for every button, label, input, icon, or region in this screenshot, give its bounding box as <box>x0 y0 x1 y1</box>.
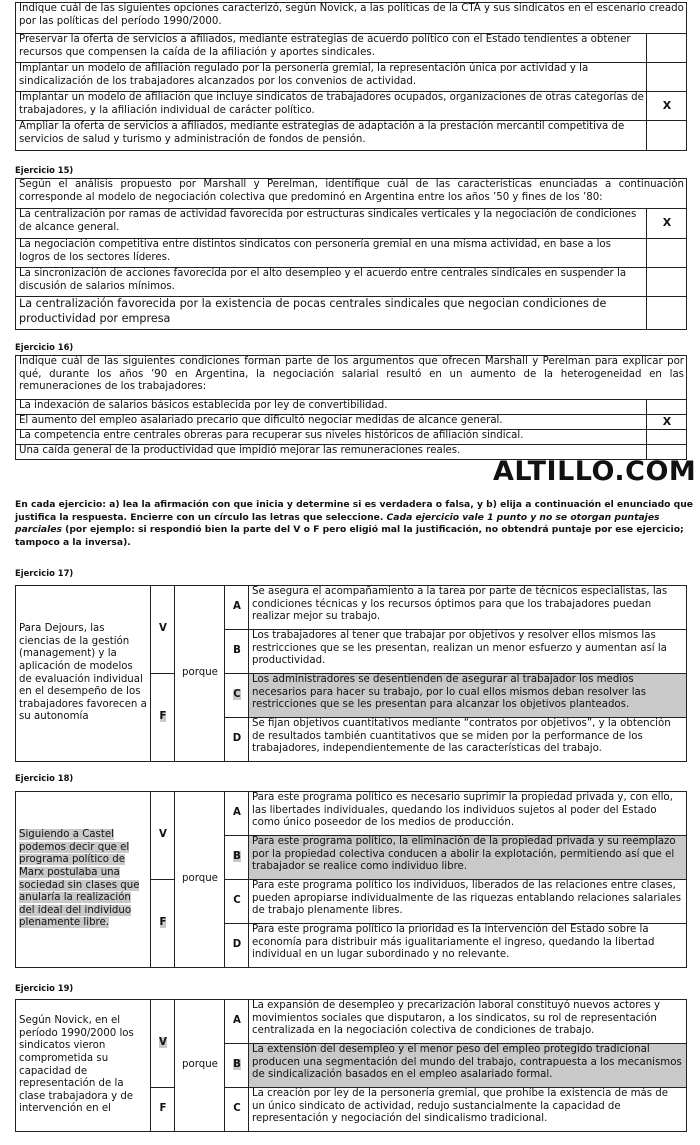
ej14-option-2[interactable]: Implantar un modelo de afiliación regulado por la personería gremial, la representación única por actividad y la sindicalización de los trabajadores alcanzados por los convenios de actividad. <box>16 63 647 92</box>
ej17-f-label[interactable]: F <box>159 711 167 723</box>
ej17-option-c: Los administradores se desentienden de asegurar al trabajador los medios necesarios para hacer su trabajo, por lo cual ellos mismos deban resolver las restricciones que se les presentan para alcanzar los objetivos planteados. <box>249 674 687 718</box>
ej14-option-3[interactable]: Implantar un modelo de afiliación que incluye sindicatos de trabajadores ocupados, organizaciones de otras categorías de trabajadores, y la afiliación individual de carácter político. <box>16 92 647 121</box>
ej17-statement: Para Dejours, las ciencias de la gestión (management) y la aplicación de modelos de evaluación individual en el desempeño de los trabajadores favorecen a su autonomía <box>16 586 151 762</box>
ej18-v[interactable] <box>151 792 175 880</box>
ej19-f-label[interactable]: F <box>159 1103 167 1115</box>
ej19-v[interactable] <box>151 1000 175 1088</box>
ej15-option-2[interactable]: La negociación competitiva entre distintos sindicatos con personería gremial en una misma actividad, en base a los logros de los sectores líderes. <box>16 239 647 268</box>
ej14-mark-3[interactable]: X <box>647 92 687 121</box>
ej18-letter-d[interactable]: D <box>225 924 249 968</box>
ej18-letter-b[interactable] <box>225 836 249 880</box>
ej19-letter-b-label[interactable]: B <box>233 1059 241 1071</box>
ej17-heading: Ejercicio 17) <box>15 568 74 578</box>
ej17-option-d: Se fijan objetivos cuantitativos mediante “contratos por objetivos”, y la obtención de resultados también cuantitativos que se miden por la performance de los trabajadores, independientemente de las características del trabajo. <box>249 718 687 762</box>
altillo-watermark: ALTILLO.COM <box>493 456 697 487</box>
ej19-option-a: La expansión de desempleo y precarización laboral constituyó nuevos actores y movimientos sociales que disputaron, a los sindicatos, su rol de representación centralizada en la negociación colectiva de condiciones de trabajo. <box>249 1000 687 1044</box>
ej17-option-b: Los trabajadores al tener que trabajar por objetivos y resolver ellos mismos las restricciones que se les presentan, realizan un menor esfuerzo y aumentan así la productividad. <box>249 630 687 674</box>
ej19-table <box>15 999 687 1132</box>
ej18-f[interactable] <box>151 880 175 968</box>
ej16-table <box>15 355 687 460</box>
ej15-mark-2[interactable] <box>647 239 687 268</box>
ej17-v[interactable] <box>151 586 175 674</box>
ej14-mark-4[interactable] <box>647 121 687 151</box>
ej17-letter-c-label[interactable]: C <box>233 689 241 701</box>
instructions <box>15 499 695 549</box>
ej16-mark-2[interactable]: X <box>647 415 687 430</box>
ej18-option-d: Para este programa político la prioridad es la intervención del Estado sobre la economía para distribuir más igualitariamente el ingreso, quedando la libertad individual en un lugar subordinado y no relevante. <box>249 924 687 968</box>
ej18-v-label[interactable]: V <box>159 829 167 841</box>
ej19-letter-a[interactable]: A <box>225 1000 249 1044</box>
ej18-f-label[interactable]: F <box>159 917 167 929</box>
ej17-letter-a[interactable]: A <box>225 586 249 630</box>
ej19-letter-b[interactable] <box>225 1044 249 1088</box>
ej16-option-4[interactable]: Una caída general de la productividad que impidió mejorar las remuneraciones reales. <box>16 445 647 460</box>
ej15-option-4[interactable]: La centralización favorecida por la existencia de pocas centrales sindicales que negocian condiciones de productividad por empresa <box>16 297 647 330</box>
ej18-letter-b-label[interactable]: B <box>233 851 241 863</box>
ej15-heading: Ejercicio 15) <box>15 165 74 175</box>
ej19-letter-c[interactable]: C <box>225 1088 249 1132</box>
instructions-part3: (por ejemplo: si respondió bien la parte del V o F pero eligió mal la justificación, no obtendrá puntaje por ese ejercicio; tampoco a la inversa). <box>15 524 684 548</box>
ej14-option-4[interactable]: Ampliar la oferta de servicios a afiliados, mediante estrategias de adaptación a la prestación mercantil competitiva de servicios de salud y turismo y administración de fondos de pensión. <box>16 121 647 151</box>
ej14-mark-1[interactable] <box>647 34 687 63</box>
ej16-mark-1[interactable] <box>647 400 687 415</box>
ej17-f[interactable] <box>151 674 175 762</box>
ej18-letter-a[interactable]: A <box>225 792 249 836</box>
ej17-option-a: Se asegura el acompañamiento a la tarea por parte de técnicos especialistas, las condiciones técnicas y los recursos óptimos para que los trabajadores puedan realizar mejor su trabajo. <box>249 586 687 630</box>
ej18-statement-cell <box>16 792 151 968</box>
ej16-option-2[interactable]: El aumento del empleo asalariado precario que dificultó negociar medidas de alcance general. <box>16 415 647 430</box>
ej15-option-3[interactable]: La sincronización de acciones favorecida por el alto desempleo y el acuerdo entre centrales sindicales en suspender la discusión de salarios mínimos. <box>16 268 647 297</box>
ej14-question: Indique cuál de las siguientes opciones caracterizó, según Novick, a las políticas de la CTA y sus sindicatos en el escenario creado por las políticas del período 1990/2000. <box>16 3 687 34</box>
ej18-letter-c[interactable]: C <box>225 880 249 924</box>
ej18-statement: Siguiendo a Castel podemos decir que el programa político de Marx postulaba una sociedad sin clases que anularía la realización del ideal del individuo plenamente libre. <box>19 829 140 929</box>
ej14-mark-2[interactable] <box>647 63 687 92</box>
ej16-option-1[interactable]: La indexación de salarios básicos establecida por ley de convertibilidad. <box>16 400 647 415</box>
ej15-mark-3[interactable] <box>647 268 687 297</box>
ej19-heading: Ejercicio 19) <box>15 983 74 993</box>
ej19-option-c: La creación por ley de la personería gremial, que prohíbe la existencia de más de un único sindicato de actividad, redujo sustancialmente la capacidad de representación y negociación del sindicalismo tradicional. <box>249 1088 687 1132</box>
ej16-mark-3[interactable] <box>647 430 687 445</box>
ej17-v-label[interactable]: V <box>159 623 167 635</box>
ej18-table <box>15 791 687 968</box>
ej17-letter-c[interactable] <box>225 674 249 718</box>
ej19-f[interactable] <box>151 1088 175 1132</box>
instructions-part2: Cada ejercicio vale 1 punto y no se otorgan puntajes parciales <box>15 511 660 535</box>
ej19-option-b: La extensión del desempleo y el menor peso del empleo protegido tradicional producen una segmentación del mundo del trabajo, contrapuesta a los mecanismos de sindicalización basados en el empleo asalariado formal. <box>249 1044 687 1088</box>
ej17-porque: porque <box>175 586 225 762</box>
ej16-option-3[interactable]: La competencia entre centrales obreras para recuperar sus niveles históricos de afiliación sindical. <box>16 430 647 445</box>
instructions-part1: En cada ejercicio: a) lea la afirmación con que inicia y determine si es verdadera o falsa, y b) elija a continuación el enunciado que justifica la respuesta. Encierre con un círculo las letras que seleccione. <box>15 499 694 523</box>
ej18-option-c: Para este programa político los individuos, liberados de las relaciones entre clases, pueden apropiarse individualmente de las riquezas entablando relaciones salariales de trabajo plenamente libres. <box>249 880 687 924</box>
ej14-table <box>15 2 687 151</box>
ej15-option-1[interactable]: La centralización por ramas de actividad favorecida por estructuras sindicales verticales y la negociación de condiciones de alcance general. <box>16 209 647 239</box>
ej14-option-1[interactable]: Preservar la oferta de servicios a afiliados, mediante estrategias de acuerdo político con el Estado tendientes a obtener recursos que compensen la caída de la afiliación y aportes sindicales. <box>16 34 647 63</box>
ej15-table <box>15 178 687 330</box>
ej19-porque: porque <box>175 1000 225 1132</box>
ej18-option-b: Para este programa político, la eliminación de la propiedad privada y su reemplazo por la propiedad colectiva conducen a abolir la explotación, permitiendo así que el trabajador se realice como individuo libre. <box>249 836 687 880</box>
ej16-question: Indique cuál de las siguientes condiciones forman parte de los argumentos que ofrecen Marshall y Perelman para explicar por qué, durante los años ’90 en Argentina, la negociación salarial resultó en un aumento de la heterogeneidad en las remuneraciones de los trabajadores: <box>16 356 687 400</box>
ej15-mark-4[interactable] <box>647 297 687 330</box>
ej18-porque: porque <box>175 792 225 968</box>
ej17-letter-b[interactable]: B <box>225 630 249 674</box>
ej17-letter-d[interactable]: D <box>225 718 249 762</box>
ej18-heading: Ejercicio 18) <box>15 773 74 783</box>
ej18-option-a: Para este programa político es necesario suprimir la propiedad privada y, con ello, las libertades individuales, quedando los individuos sujetos al poder del Estado como único poseedor de los medios de producción. <box>249 792 687 836</box>
ej19-statement: Según Novick, en el período 1990/2000 los sindicatos vieron comprometida su capacidad de representación de la clase trabajadora y de intervención en el <box>16 1000 151 1132</box>
ej19-v-label[interactable]: V <box>159 1037 167 1049</box>
ej16-heading: Ejercicio 16) <box>15 342 74 352</box>
ej15-question: Según el análisis propuesto por Marshall y Perelman, identifique cuál de las características enunciadas a continuación corresponde al modelo de negociación colectiva que predominó en Argentina entre los años ’50 y fines de los ’80: <box>16 179 687 209</box>
ej15-mark-1[interactable]: X <box>647 209 687 239</box>
ej17-table <box>15 585 687 762</box>
